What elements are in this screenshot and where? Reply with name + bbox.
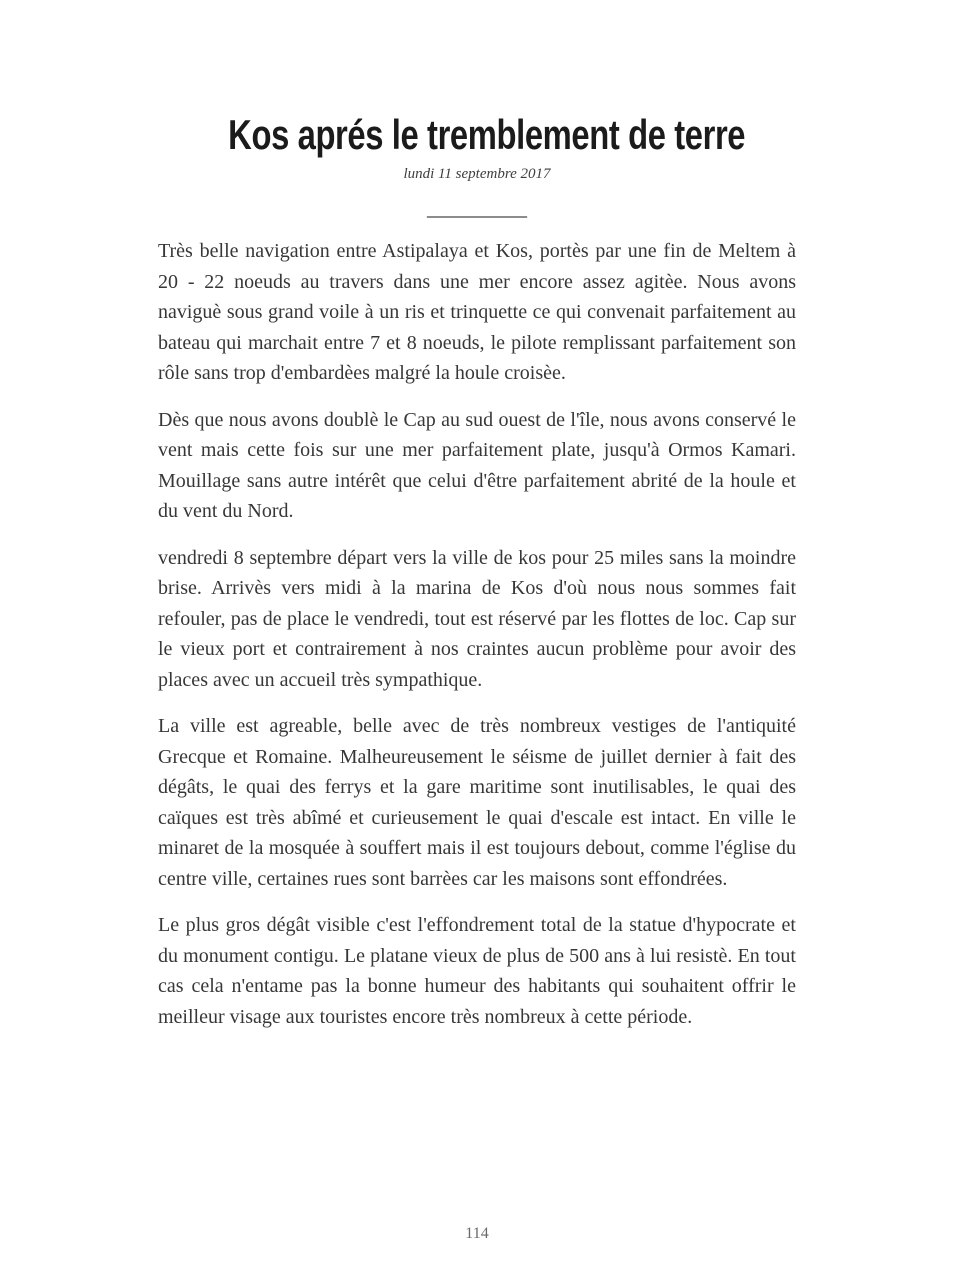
post-title: Kos aprés le tremblement de terre bbox=[228, 111, 746, 158]
article bbox=[158, 0, 796, 1032]
body-paragraph: La ville est agreable, belle avec de très nombreux vestiges de l'antiquité Grecque et Romaine. Malheureusement le séisme de juillet dernier à fait des dégâts, le quai des ferrys et la gare maritime sont inutilisables, le quai des caïques est très abîmé et curieusement le quai d'escale est intact. En ville le minaret de la mosquée à souffert mais il est toujours debout, comme l'église du centre ville, certaines rues sont barrèes car les maisons sont effondrées. bbox=[158, 715, 796, 890]
body-text bbox=[158, 236, 796, 1032]
section-divider: __________ bbox=[427, 198, 527, 220]
body-paragraph: vendredi 8 septembre départ vers la ville de kos pour 25 miles sans la moindre brise. Arrivès vers midi à la marina de Kos d'où nous nous sommes fait refouler, pas de place le vendredi, tout est réservé par les flottes de loc. Cap sur le vieux port et contrairement à nos craintes aucun problème pour avoir des places avec un accueil très sympathique. bbox=[158, 546, 796, 691]
post-date: lundi 11 septembre 2017 bbox=[403, 166, 551, 182]
body-paragraph: Très belle navigation entre Astipalaya et Kos, portès par une fin de Meltem à 20 - 22 noeuds au travers dans une mer encore assez agitèe. Nous avons naviguè sous grand voile à un ris et trinquette ce qui convenait parfaitement au bateau qui marchait entre 7 et 8 noeuds, le pilote remplissant parfaitement son rôle sans trop d'embardèes malgré la houle croisèe. bbox=[158, 240, 796, 384]
body-paragraph: Le plus gros dégât visible c'est l'effondrement total de la statue d'hypocrate et du monument contigu. Le platane vieux de plus de 500 ans à lui resistè. En tout cas cela n'entame pas la bonne humeur des habitants qui souhaitent offrir le meilleur visage aux touristes encore très nombreux à cette période. bbox=[158, 914, 796, 1028]
page-number: 114 bbox=[465, 1225, 489, 1242]
body-paragraph: Dès que nous avons doublè le Cap au sud ouest de l'île, nous avons conservé le vent mais cette fois sur une mer parfaitement plate, jusqu'à Ormos Kamari. Mouillage sans autre intérêt que celui d'être parfaitement abrité de la houle et du vent du Nord. bbox=[158, 408, 796, 522]
